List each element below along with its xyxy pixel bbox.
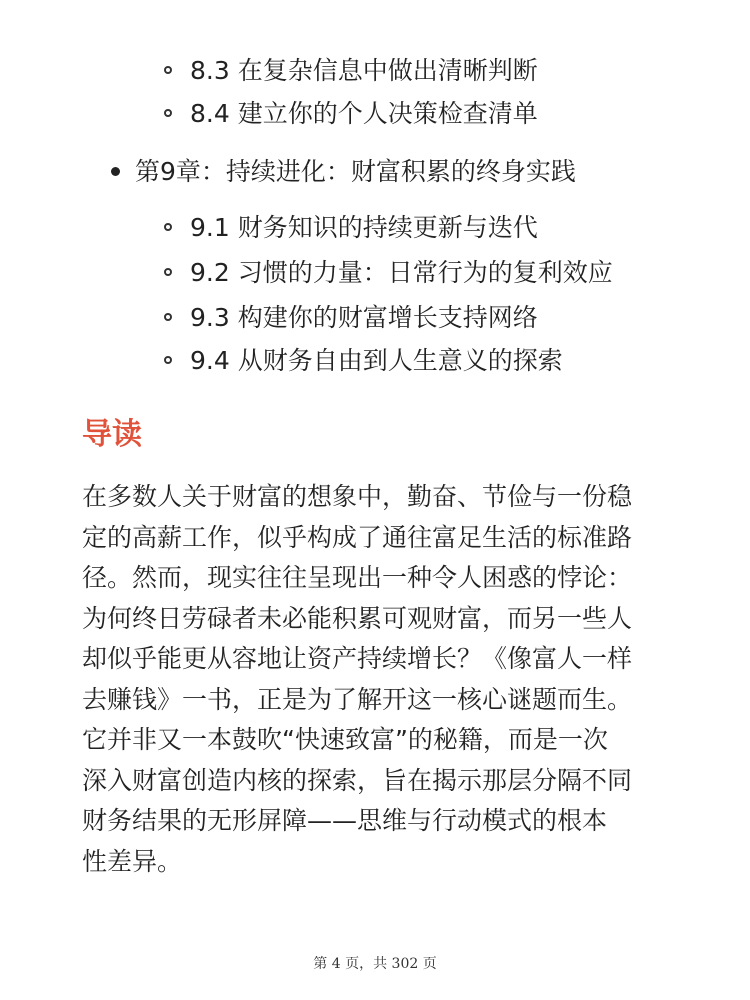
paragraph-line: 去赚钱》一书，正是为了解开这一核心谜题而生。 — [82, 684, 633, 714]
hollow-circle-bullet-icon — [164, 313, 172, 321]
paragraph-line: 财务结果的无形屏障——思维与行动模式的根本 — [82, 806, 608, 835]
paragraph-line: 深入财富创造内核的探索，旨在揭示那层分隔不同 — [82, 765, 633, 795]
toc-item-label: 9.4 从财务自由到人生意义的探索 — [190, 346, 563, 375]
toc-item-8-4 — [190, 97, 538, 131]
paragraph-line: 它并非又一本鼓吹“快速致富”的秘籍，而是一次 — [82, 725, 608, 754]
toc-item-8-3 — [190, 54, 538, 88]
page-number-footer: 第 4 页，共 302 页 — [313, 956, 437, 972]
toc-chapter-label: 第9章：持续进化：财富积累的终身实践 — [135, 157, 576, 186]
toc-item-9-1 — [190, 211, 538, 245]
paragraph-line: 在多数人关于财富的想象中，勤奋、节俭与一份稳 — [82, 482, 633, 511]
paragraph-line: 却似乎能更从容地让资产持续增长？《像富人一样 — [82, 644, 633, 673]
paragraph-line: 性差异。 — [82, 846, 183, 876]
hollow-circle-bullet-icon — [164, 223, 172, 231]
toc-item-9-3 — [190, 301, 538, 335]
toc-item-9-4 — [190, 344, 563, 378]
toc-item-label: 9.2 习惯的力量：日常行为的复利效应 — [190, 258, 613, 287]
hollow-circle-bullet-icon — [164, 356, 172, 364]
section-heading: 导读 — [82, 417, 142, 452]
toc-chapter-9 — [135, 155, 576, 189]
toc-item-9-2 — [190, 256, 613, 290]
toc-item-label: 9.1 财务知识的持续更新与迭代 — [190, 213, 538, 242]
hollow-circle-bullet-icon — [164, 66, 172, 74]
body-paragraph — [82, 477, 682, 882]
paragraph-line: 定的高薪工作，似乎构成了通往富足生活的标准路 — [82, 522, 633, 552]
paragraph-line: 为何终日劳碌者未必能积累可观财富，而另一些人 — [82, 603, 633, 633]
paragraph-line: 径。然而，现实往往呈现出一种令人困惑的悖论： — [82, 563, 633, 592]
hollow-circle-bullet-icon — [164, 109, 172, 117]
hollow-circle-bullet-icon — [164, 268, 172, 276]
toc-item-label: 9.3 构建你的财富增长支持网络 — [190, 303, 538, 332]
toc-item-label: 8.3 在复杂信息中做出清晰判断 — [190, 56, 538, 85]
filled-circle-bullet-icon — [111, 167, 120, 176]
toc-item-label: 8.4 建立你的个人决策检查清单 — [190, 99, 538, 128]
